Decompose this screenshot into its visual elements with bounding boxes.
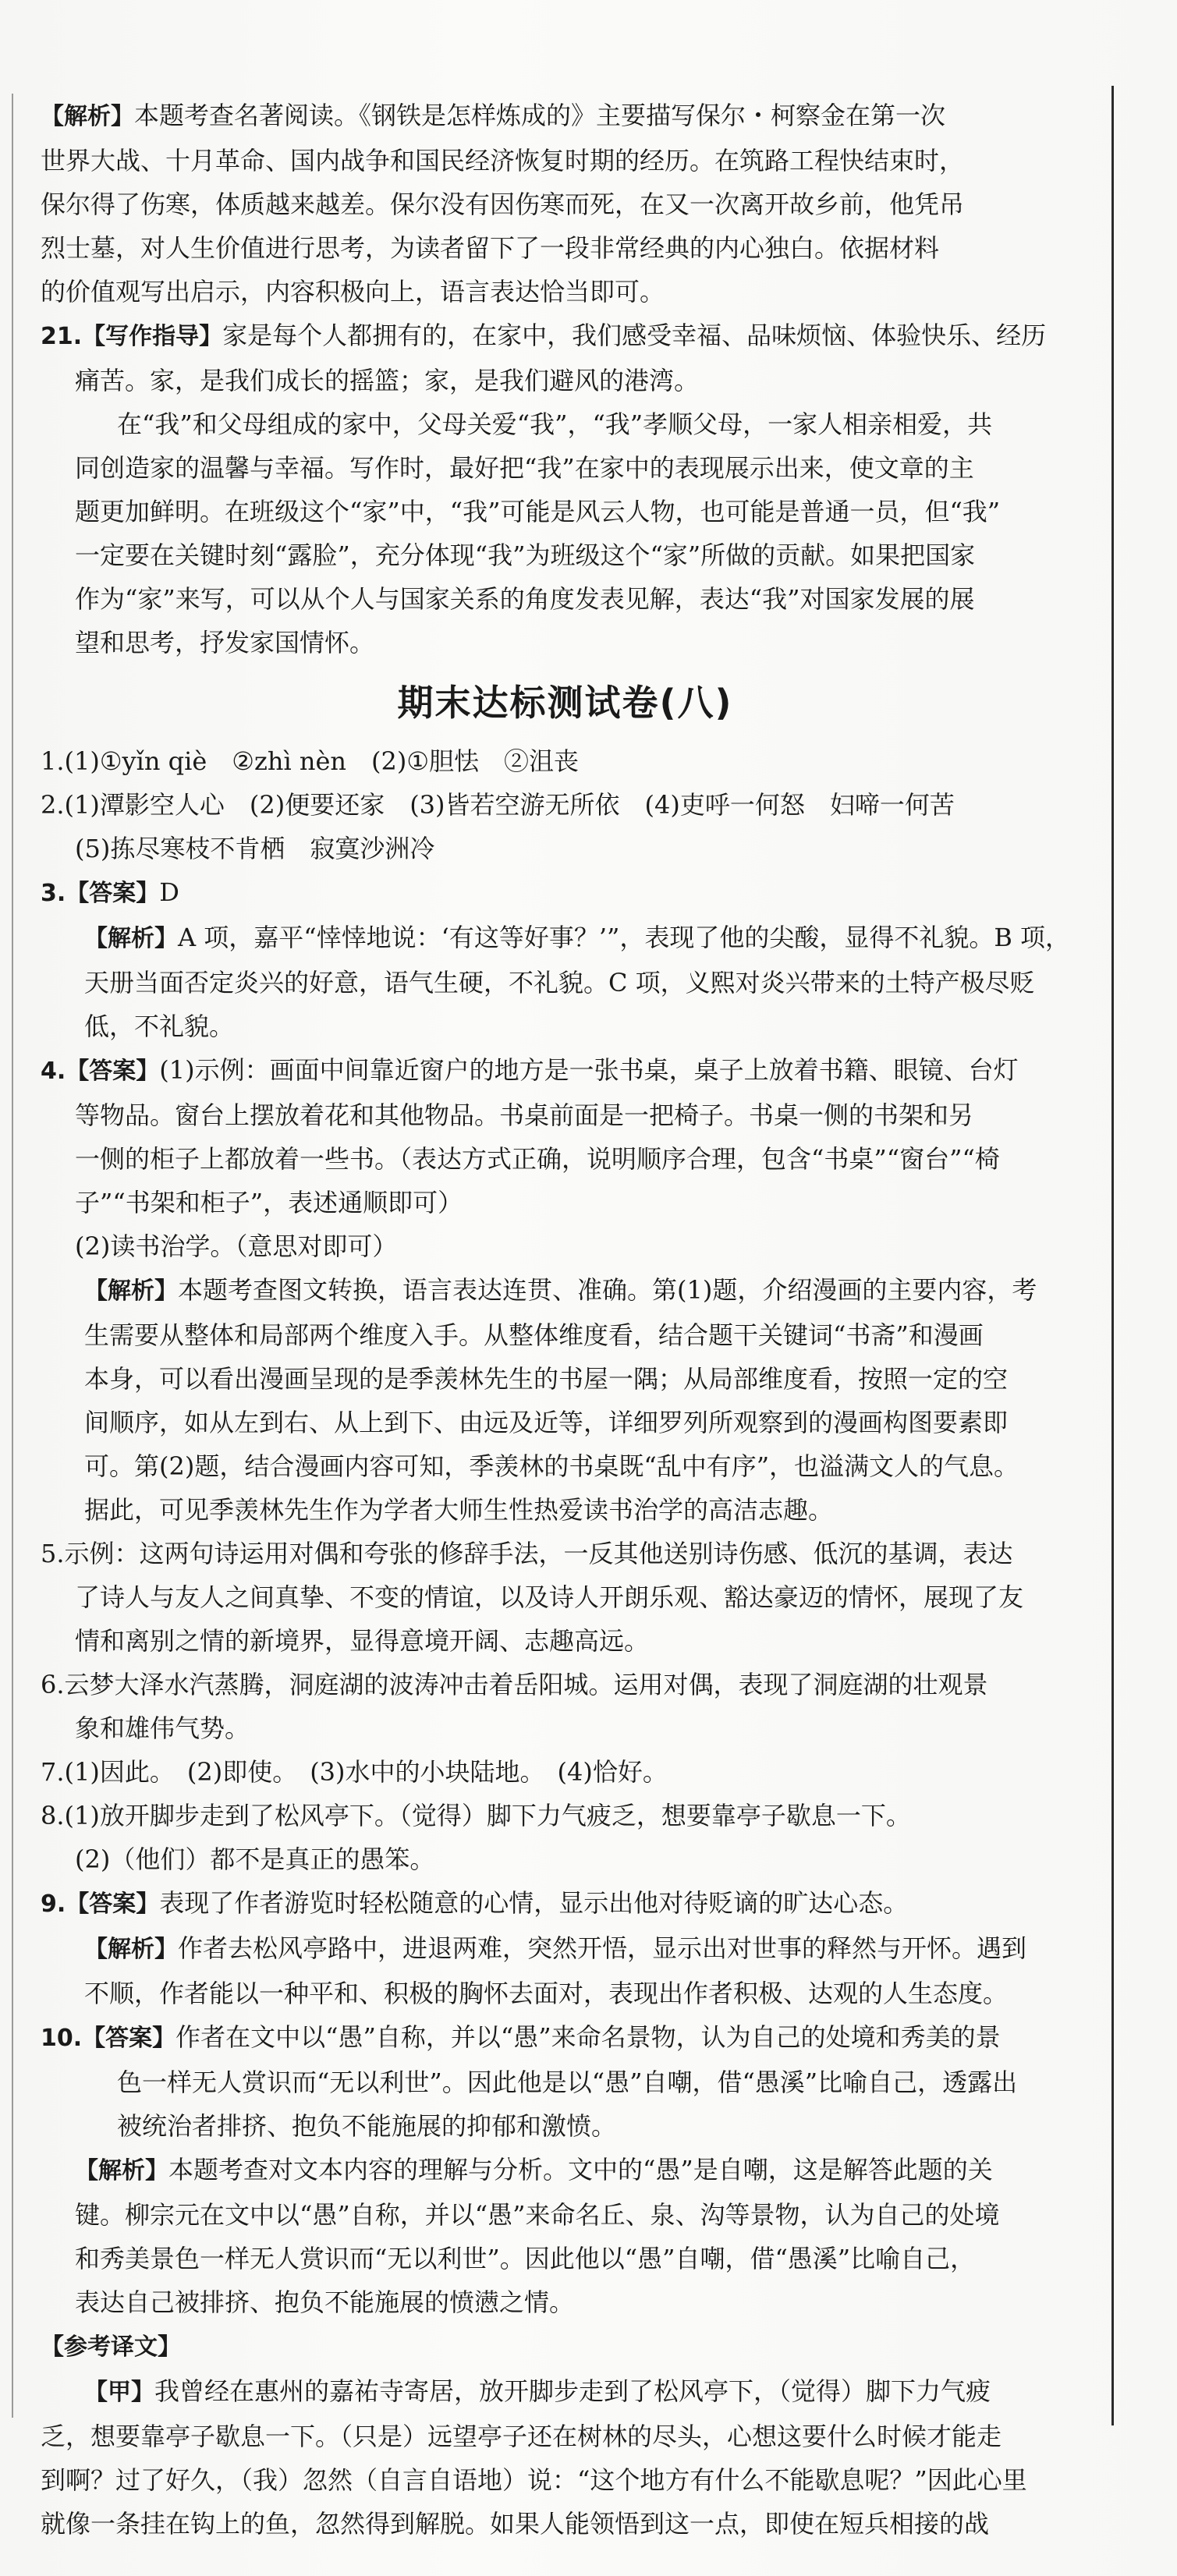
text-line xyxy=(41,402,1090,446)
line-text: 就像一条挂在钩上的鱼，忽然得到解脱。如果人能领悟到这一点，即使在短兵相接的战 xyxy=(41,2509,990,2539)
text-line xyxy=(41,2060,1090,2104)
text-line xyxy=(41,870,1090,916)
line-text: 作为“家”来写，可以从个人与国家关系的角度发表见解，表达“我”对国家发展的展 xyxy=(75,584,975,614)
text-line xyxy=(41,314,1090,359)
line-text: 键。柳宗元在文中以“愚”自称，并以“愚”来命名丘、泉、沟等景物，认为自己的处境 xyxy=(75,2200,1000,2230)
line-text: D xyxy=(159,877,179,907)
line-text: 子”“书架和柜子”，表述通顺即可） xyxy=(75,1188,463,1217)
text-line xyxy=(41,1881,1090,1926)
text-line xyxy=(41,783,1090,827)
text-line xyxy=(41,2415,1090,2458)
section-tag: 【甲】 xyxy=(84,2379,154,2406)
text-line xyxy=(41,94,1090,139)
text-line xyxy=(41,1663,1090,1706)
text-line xyxy=(41,1575,1090,1619)
line-text: 据此，可见季羡林先生作为学者大师生性热爱读书治学的高洁志趣。 xyxy=(84,1495,834,1525)
text-line xyxy=(41,2458,1090,2502)
line-text: 5.示例：这两句诗运用对偶和夸张的修辞手法，一反其他送别诗伤感、低沉的基调，表达 xyxy=(41,1539,1013,1568)
text-line xyxy=(41,1706,1090,1750)
exam-title: 期末达标测试卷(八) xyxy=(397,682,733,724)
section-tag: 21.【写作指导】 xyxy=(41,323,223,350)
text-line xyxy=(41,1313,1090,1357)
text-line xyxy=(41,2502,1090,2546)
section-tag: 10.【答案】 xyxy=(41,2025,176,2052)
line-text: 被统治者排挤、抱负不能施展的抑郁和激愤。 xyxy=(117,2111,617,2141)
text-line xyxy=(41,1224,1090,1268)
text-line xyxy=(41,182,1090,226)
line-text: 乏，想要靠亭子歇息一下。（只是）远望亭子还在树林的尽头，心想这要什么时候才能走 xyxy=(41,2422,1002,2451)
text-line xyxy=(41,2369,1090,2415)
line-text: 8.(1)放开脚步走到了松风亭下。（觉得）脚下力气疲乏，想要靠亭子歇息一下。 xyxy=(41,1801,911,1830)
line-text: 6.云梦大泽水汽蒸腾，洞庭湖的波涛冲击着岳阳城。运用对偶，表现了洞庭湖的壮观景 xyxy=(41,1670,988,1699)
line-text: 作者去松风亭路中，进退两难，突然开悟，显示出对世事的释然与开怀。遇到 xyxy=(178,1933,1027,1963)
line-text: 了诗人与友人之间真挚、不变的情谊，以及诗人开朗乐观、豁达豪迈的情怀，展现了友 xyxy=(75,1582,1024,1612)
line-text: (2)（他们）都不是真正的愚笨。 xyxy=(75,1844,435,1874)
line-text: 在“我”和父母组成的家中，父母关爱“我”，“我”孝顺父母，一家人相亲相爱，共 xyxy=(117,409,993,439)
line-text: 世界大战、十月革命、国内战争和国民经济恢复时期的经历。在筑路工程快结束时， xyxy=(41,146,965,175)
line-text: 1.(1)①yǐn qiè ②zhì nèn (2)①胆怯 ②沮丧 xyxy=(41,746,580,776)
text-line xyxy=(41,1794,1090,1837)
line-text: 等物品。窗台上摆放着花和其他物品。书桌前面是一把椅子。书桌一侧的书架和另 xyxy=(75,1100,974,1130)
line-text: 表现了作者游览时轻松随意的心情，显示出他对待贬谪的旷达心态。 xyxy=(159,1888,909,1918)
text-line xyxy=(41,1401,1090,1444)
line-text: 可。第(2)题，结合漫画内容可知，季羡林的书桌既“乱中有序”，也溢满文人的气息。 xyxy=(84,1451,1019,1481)
line-text: 一侧的柜子上都放着一些书。（表达方式正确，说明顺序合理，包含“书桌”“窗台”“椅 xyxy=(75,1144,1000,1174)
line-text: 低，不礼貌。 xyxy=(84,1012,235,1041)
line-text: 本身，可以看出漫画呈现的是季羡林先生的书屋一隅；从局部维度看，按照一定的空 xyxy=(84,1364,1009,1394)
text-line xyxy=(41,1488,1090,1532)
text-line xyxy=(41,827,1090,870)
text-line xyxy=(41,916,1090,961)
left-margin-rule xyxy=(12,94,13,2418)
text-line xyxy=(41,1181,1090,1224)
right-binding-rule xyxy=(1111,86,1114,2425)
section-tag: 【解析】 xyxy=(84,1277,178,1305)
section-tag: 【参考译文】 xyxy=(41,2333,181,2361)
text-line xyxy=(41,1972,1090,2015)
text-line xyxy=(41,2148,1090,2193)
line-text: 作者在文中以“愚”自称，并以“愚”来命名景物，认为自己的处境和秀美的景 xyxy=(175,2022,1001,2052)
line-text: (1)示例：画面中间靠近窗户的地方是一张书桌，桌子上放着书籍、眼镜、台灯 xyxy=(159,1055,1019,1085)
text-line xyxy=(41,359,1090,402)
previous-answers-block xyxy=(41,94,1090,664)
text-line xyxy=(41,961,1090,1005)
text-line xyxy=(41,270,1090,314)
text-line xyxy=(41,139,1090,182)
text-line xyxy=(41,577,1090,621)
line-text: 保尔得了伤寒，体质越来越差。保尔没有因伤寒而死，在又一次离开故乡前，他凭吊 xyxy=(41,190,965,219)
text-line xyxy=(41,2015,1090,2060)
line-text: 烈士墓，对人生价值进行思考，为读者留下了一段非常经典的内心独白。依据材料 xyxy=(41,233,940,263)
text-line xyxy=(41,2104,1090,2148)
text-line xyxy=(41,1357,1090,1401)
line-text: 望和思考，抒发家国情怀。 xyxy=(75,628,375,657)
line-text: (2)读书治学。（意思对即可） xyxy=(75,1231,398,1261)
text-line xyxy=(41,226,1090,270)
text-line xyxy=(41,2324,1090,2369)
text-line xyxy=(41,1137,1090,1181)
text-line xyxy=(41,2280,1090,2324)
text-line xyxy=(41,1268,1090,1313)
line-text: 家是每个人都拥有的，在家中，我们感受幸福、品味烦恼、体验快乐、经历 xyxy=(222,321,1047,350)
line-text: 的价值观写出启示，内容积极向上，语言表达恰当即可。 xyxy=(41,277,665,306)
section-tag: 【解析】 xyxy=(84,925,178,952)
text-line xyxy=(41,490,1090,533)
line-text: 到啊？过了好久，（我）忽然（自言自语地）说：“这个地方有什么不能歇息呢？”因此心里 xyxy=(41,2465,1027,2495)
line-text: 同创造家的温馨与幸福。写作时，最好把“我”在家中的表现展示出来，使文章的主 xyxy=(75,453,974,483)
line-text: 题更加鲜明。在班级这个“家”中，“我”可能是风云人物，也可能是普通一员，但“我” xyxy=(75,497,1001,526)
text-line xyxy=(41,1005,1090,1048)
exam-answers-block xyxy=(41,739,1090,2546)
line-text: 和秀美景色一样无人赏识而“无以利世”。因此他以“愚”自嘲，借“愚溪”比喻自己， xyxy=(75,2244,976,2273)
section-tag: 4.【答案】 xyxy=(41,1058,160,1085)
text-line xyxy=(41,739,1090,783)
text-line xyxy=(41,1837,1090,1881)
line-text: 不顺，作者能以一种平和、积极的胸怀去面对，表现出作者积极、达观的人生态度。 xyxy=(84,1979,1009,2008)
text-line xyxy=(41,1532,1090,1575)
line-text: 间顺序，如从左到右、从上到下、由远及近等，详细罗列所观察到的漫画构图要素即 xyxy=(84,1408,1009,1437)
line-text: 痛苦。家，是我们成长的摇篮；家，是我们避风的港湾。 xyxy=(75,366,700,395)
page-content xyxy=(41,94,1090,2546)
line-text: 本题考查对文本内容的理解与分析。文中的“愚”是自嘲，这是解答此题的关 xyxy=(168,2155,993,2184)
section-tag: 【解析】 xyxy=(41,103,134,130)
text-line xyxy=(41,533,1090,577)
text-line xyxy=(41,621,1090,664)
line-text: 色一样无人赏识而“无以利世”。因此他是以“愚”自嘲，借“愚溪”比喻自己，透露出 xyxy=(117,2068,1018,2097)
section-tag: 9.【答案】 xyxy=(41,1890,160,1918)
text-line xyxy=(41,1750,1090,1794)
text-line xyxy=(41,1093,1090,1137)
line-text: 2.(1)潭影空人心 (2)便要还家 (3)皆若空游无所依 (4)吏呼一何怒 妇啼一何苦 xyxy=(41,790,955,820)
line-text: (5)拣尽寒枝不肯栖 寂寞沙洲冷 xyxy=(75,834,435,863)
text-line xyxy=(41,1619,1090,1663)
text-line xyxy=(41,1444,1090,1488)
line-text: 本题考查图文转换，语言表达连贯、准确。第(1)题，介绍漫画的主要内容，考 xyxy=(178,1275,1037,1305)
line-text: 本题考查名著阅读。《钢铁是怎样炼成的》主要描写保尔・柯察金在第一次 xyxy=(134,101,946,130)
line-text: 象和雄伟气势。 xyxy=(75,1713,250,1743)
line-text: 我曾经在惠州的嘉祐寺寄居，放开脚步走到了松风亭下，（觉得）脚下力气疲 xyxy=(154,2376,991,2406)
text-line xyxy=(41,1926,1090,1972)
line-text: 情和离别之情的新境界，显得意境开阔、志趣高远。 xyxy=(75,1626,650,1656)
line-text: 生需要从整体和局部两个维度入手。从整体维度看，结合题干关键词“书斋”和漫画 xyxy=(84,1320,984,1350)
text-line xyxy=(41,1048,1090,1093)
line-text: 7.(1)因此。 (2)即使。 (3)水中的小块陆地。 (4)恰好。 xyxy=(41,1757,668,1787)
section-tag: 3.【答案】 xyxy=(41,880,160,907)
text-line xyxy=(41,446,1090,490)
section-tag: 【解析】 xyxy=(75,2157,168,2184)
line-text: 一定要在关键时刻“露脸”，充分体现“我”为班级这个“家”所做的贡献。如果把国家 xyxy=(75,540,976,570)
text-line xyxy=(41,2237,1090,2280)
line-text: 天册当面否定炎兴的好意，语气生硬，不礼貌。C 项，义熙对炎兴带来的土特产极尽贬 xyxy=(84,968,1035,997)
text-line xyxy=(41,2193,1090,2237)
line-text: 表达自己被排挤、抱负不能施展的愤懑之情。 xyxy=(75,2287,575,2317)
section-tag: 【解析】 xyxy=(84,1936,178,1963)
line-text: A 项，嘉平“悻悻地说：‘有这等好事？’”，表现了他的尖酸，显得不礼貌。B 项， xyxy=(178,923,1071,952)
